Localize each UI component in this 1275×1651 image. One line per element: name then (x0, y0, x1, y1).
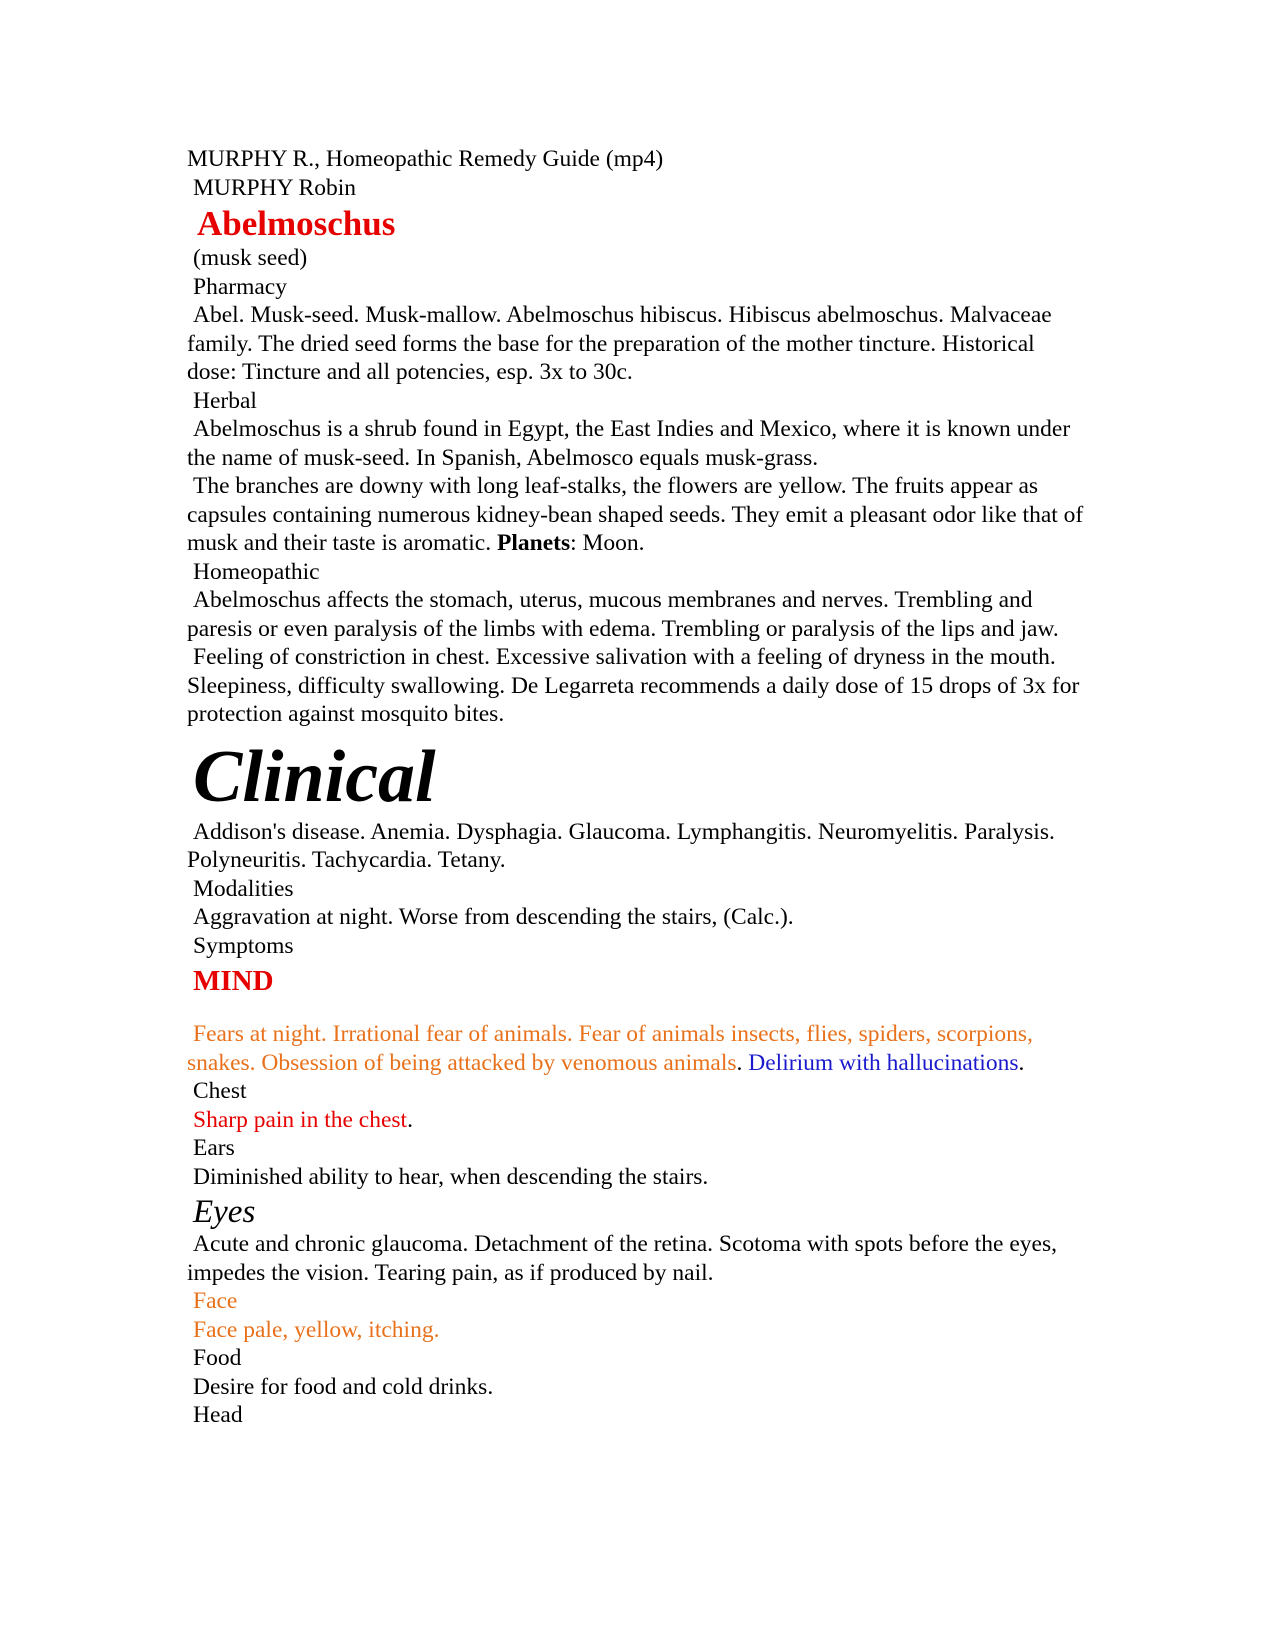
mind-delirium-text: Delirium with hallucinations (748, 1049, 1019, 1076)
author-line: MURPHY Robin (193, 174, 357, 201)
clinical-text: Addison's disease. Anemia. Dysphagia. Glaucoma. Lymphangitis. Neuromyelitis. Paralysis. Polyneuritis. Tachycardia. Tetany. (187, 818, 1055, 873)
mind-spacer (187, 998, 1087, 1020)
source-line: MURPHY R., Homeopathic Remedy Guide (mp4) (187, 146, 664, 172)
herbal-para-2 (187, 472, 1087, 558)
head-heading: Head (193, 1402, 243, 1428)
pharmacy-text: Abel. Musk-seed. Musk-mallow. Abelmoschus hibiscus. Hibiscus abelmoschus. Malvaceae family. The dried seed forms the base for the preparation of the mother tincture. Historical dose: Tincture and all potencies, esp. 3x to 30c. (187, 302, 1052, 385)
mind-heading: MIND (193, 965, 274, 997)
eyes-text: Acute and chronic glaucoma. Detachment of the retina. Scotoma with spots before the eyes, impedes the vision. Tearing pain, as if produced by nail. (187, 1231, 1057, 1286)
herbal-para-2-text: The branches are downy with long leaf-stalks, the flowers are yellow. The fruits appear as capsules containing numerous kidney-bean shaped seeds. They emit a pleasant odor like that of musk and their taste is aromatic. (187, 473, 1084, 556)
remedy-title: Abelmoschus (197, 204, 396, 243)
mind-end: . (1018, 1049, 1025, 1076)
face-heading: Face (193, 1288, 238, 1314)
remedy-common-name: (musk seed) (193, 245, 308, 271)
ears-text: Diminished ability to hear, when descending the stairs. (193, 1163, 709, 1190)
homeopathic-para-1: Abelmoschus affects the stomach, uterus, mucous membranes and nerves. Trembling and paresis or even paralysis of the limbs with edema. Trembling or paralysis of the lips and jaw. (187, 587, 1059, 642)
face-text: Face pale, yellow, itching. (193, 1316, 440, 1343)
document-page (187, 145, 1087, 1430)
modalities-text: Aggravation at night. Worse from descending the stairs, (Calc.). (193, 904, 794, 930)
mind-text (187, 1020, 1087, 1077)
food-heading: Food (193, 1345, 242, 1371)
chest-pain-text: Sharp pain in the chest (193, 1106, 408, 1133)
chest-heading: Chest (193, 1078, 247, 1104)
pharmacy-heading: Pharmacy (193, 273, 287, 300)
chest-text (187, 1106, 1087, 1135)
modalities-heading: Modalities (193, 875, 294, 902)
herbal-para-1: Abelmoschus is a shrub found in Egypt, the East Indies and Mexico, where it is known under the name of musk-seed. In Spanish, Abelmosco equals musk-grass. (187, 416, 1071, 471)
eyes-heading: Eyes (193, 1194, 256, 1230)
food-text: Desire for food and cold drinks. (193, 1373, 494, 1400)
clinical-heading: Clinical (193, 735, 436, 818)
symptoms-heading: Symptoms (193, 932, 294, 959)
chest-end: . (407, 1106, 413, 1133)
planets-value: : Moon. (570, 530, 645, 556)
homeopathic-heading: Homeopathic (193, 558, 320, 585)
herbal-heading: Herbal (193, 387, 257, 414)
planets-label: Planets (497, 530, 571, 556)
ears-heading: Ears (193, 1135, 235, 1161)
mind-fears-text: Fears at night. Irrational fear of animals. Fear of animals insects, flies, spiders, scorpions, snakes. Obsession of being attacked by venomous animals (187, 1021, 1033, 1076)
mind-separator: . (736, 1049, 749, 1076)
homeopathic-para-2: Feeling of constriction in chest. Excessive salivation with a feeling of dryness in the mouth. Sleepiness, difficulty swallowing. De Legarreta recommends a daily dose of 15 drops of 3x for protection against mosquito bites. (187, 644, 1080, 727)
